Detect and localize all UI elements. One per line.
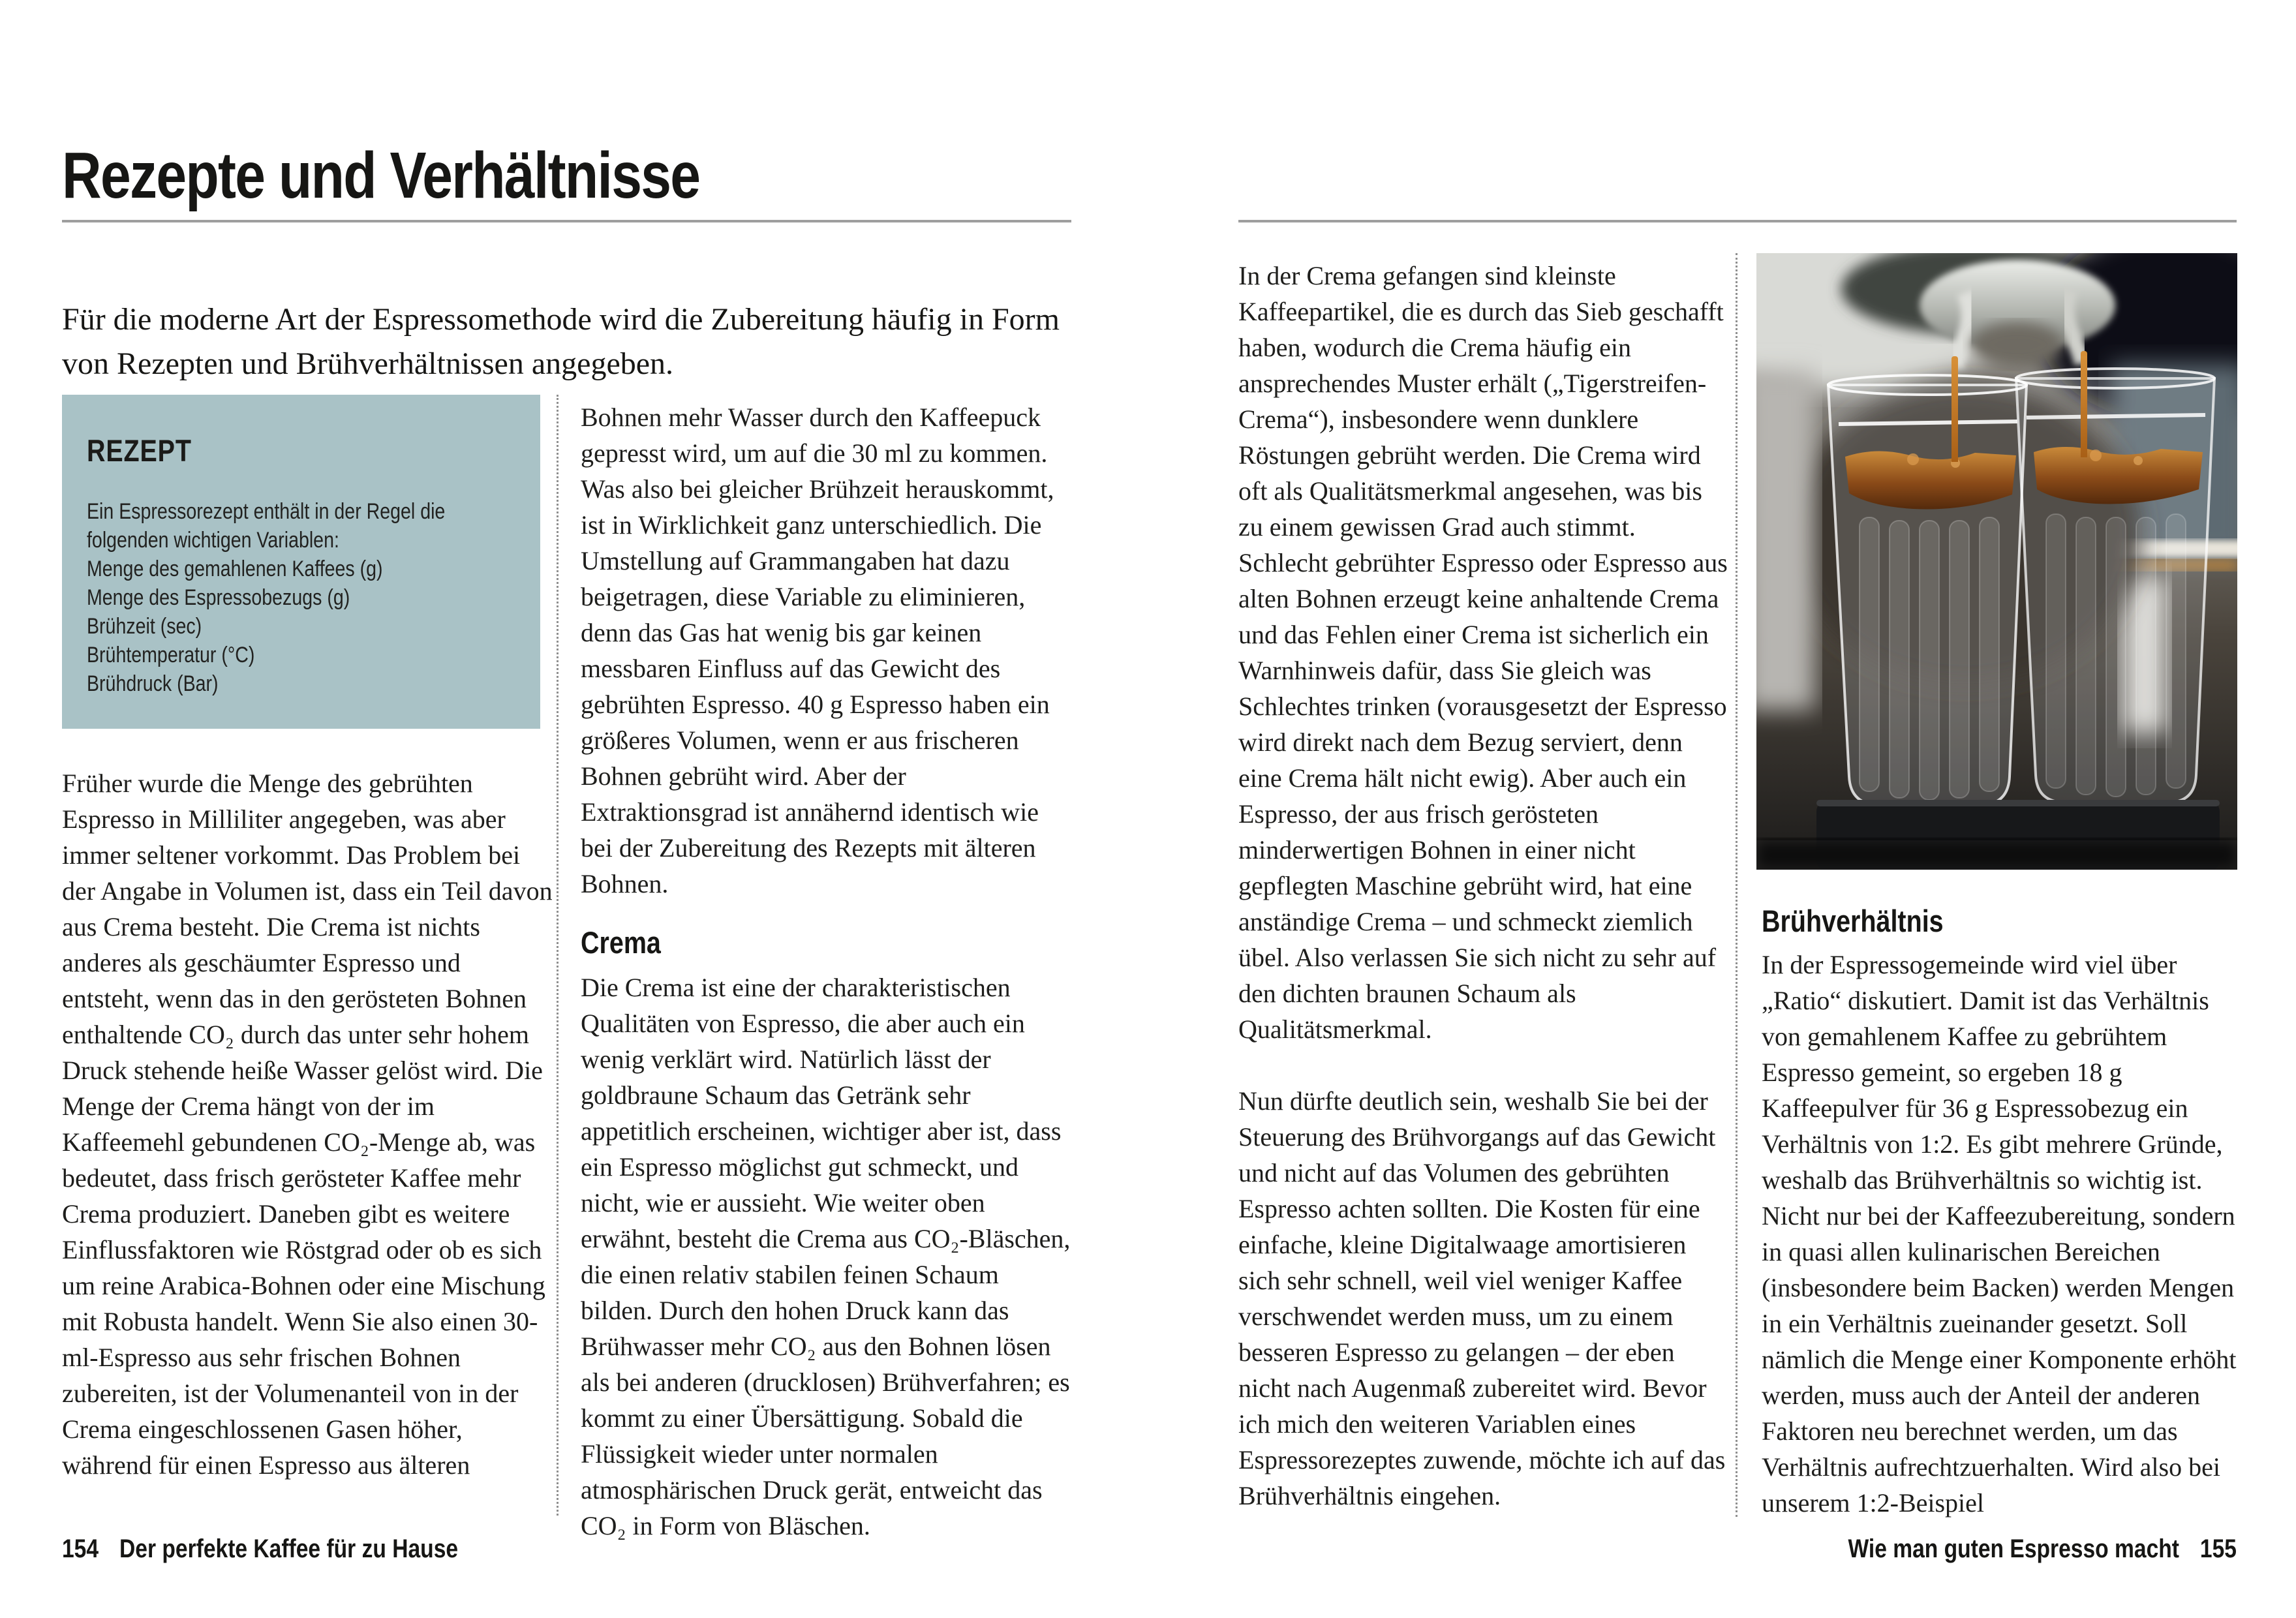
left-column-1 — [62, 765, 553, 1483]
left-column-2 — [581, 399, 1075, 1544]
page-number: 154 — [62, 1534, 99, 1563]
column-divider-dotted-right — [1736, 253, 1737, 1517]
body-paragraph: Die Crema ist eine der charakteristischen Qualitäten von Espresso, die aber auch ein wenig verklärt wird. Natürlich lässt der goldbraune Schaum das Getränk sehr appetitlich erscheinen, wichtiger aber ist, dass ein Espresso möglichst gut schmeckt, und nicht, wie er aussieht. Wie weiter oben erwähnt, besteht die Crema aus CO₂-Bläschen, die einen relativ stabilen feinen Schaum bilden. Durch den hohen Druck kann das Brühwasser mehr CO₂ aus den Bohnen lösen als bei anderen (drucklosen) Brühverfahren; es kommt zu einer Übersättigung. Sobald die Flüssigkeit wieder unter normalen atmosphärischen Druck gerät, entweicht das CO₂ in Form von Bläschen. — [581, 973, 1071, 1540]
recipe-box — [62, 395, 540, 729]
title-rule-left — [62, 220, 1071, 222]
body-paragraph: In der Crema gefangen sind kleinste Kaffeepartikel, die es durch das Sieb geschafft haben, wodurch die Crema häufig ein ansprechendes Muster erhält („Tigerstreifen-Crema“), insbesondere wenn dunklere Röstungen gebrüht werden. Die Crema wird oft als Qualitätsmerkmal angesehen, was bis zu einem gewissen Grad auch stimmt. Schlecht gebrühter Espresso oder Espresso aus alten Bohnen erzeugt keine anhaltende Crema und das Fehlen einer Crema ist sicherlich ein Warnhinweis dafür, dass Sie gleich was Schlechtes trinken (vorausgesetzt der Espresso wird direkt nach dem Bezug serviert, denn eine Crema hält nicht ewig). Aber auch ein Espresso, der aus frisch gerösteten minderwertigen Bohnen in einer nicht gepflegten Maschine gebrüht wird, hat eine anständige Crema – und schmeckt ziemlich übel. Also verlassen Sie sich nicht zu sehr auf den dichten braunen Schaum als Qualitätsmerkmal. — [1238, 261, 1728, 1044]
chapter-title: Der perfekte Kaffee für zu Hause — [119, 1534, 459, 1563]
recipe-box-heading: REZEPT — [87, 433, 192, 468]
column-divider-dotted-left — [557, 395, 559, 1516]
body-paragraph: Nun dürfte deutlich sein, weshalb Sie bei der Steuerung des Brühvorgangs auf das Gewicht und nicht auf das Volumen des gebrühten Espresso achten sollten. Die Kosten für eine einfache, kleine Digitalwaage amortisieren sich sehr schnell, weil viel weniger Kaffee verschwendet werden muss, um zu einem besseren Espresso zu gelangen – der eben nicht nach Augenmaß zubereitet wird. Bevor ich mich den weiteren Variablen eines Espressorezeptes zuwende, möchte ich auf das Brühverhältnis eingehen. — [1238, 1086, 1726, 1510]
right-column-1 — [1238, 258, 1731, 1514]
recipe-variable: Menge des Espressobezugs (g) — [87, 585, 350, 610]
body-paragraph: In der Espressogemeinde wird viel über „Ratio“ diskutiert. Damit ist das Verhältnis von gemahlenem Kaffee zu gebrühtem Espresso gemeint, so ergeben 18 g Kaffeepulver für 36 g Espressobezug ein Verhältnis von 1:2. Es gibt mehrere Gründe, weshalb das Brühverhältnis so wichtig ist. Nicht nur bei der Kaffeezubereitung, sondern in quasi allen kulinarischen Bereichen (insbesondere beim Backen) werden Mengen in ein Verhältnis zueinander gesetzt. Soll nämlich die Menge einer Komponente erhöht werden, muss auch der Anteil der anderen Faktoren neu berechnet werden, um das Verhältnis aufrechtzuerhalten. Wird also bei unserem 1:2-Beispiel — [1762, 950, 2237, 1518]
footer-left — [62, 1534, 458, 1564]
body-paragraph: Bohnen mehr Wasser durch den Kaffeepuck gepresst wird, um auf die 30 ml zu kommen. Was also bei gleicher Brühzeit herauskommt, ist in Wirklichkeit ganz unterschiedlich. Die Umstellung auf Grammangaben hat dazu beigetragen, diese Variable zu eliminieren, denn das Gas hat wenig bis gar keinen messbaren Einfluss auf das Gewicht des gebrühten Espresso. 40 g Espresso haben ein größeres Volumen, wenn er aus frischeren Bohnen gebrüht wird. Aber der Extraktionsgrad ist annähernd identisch wie bei der Zubereitung des Rezepts mit älteren Bohnen. — [581, 403, 1054, 898]
page-title: Rezepte und Verhältnisse — [62, 139, 700, 212]
glass-left — [1828, 359, 2027, 805]
recipe-variable: Brühzeit (sec) — [87, 614, 202, 639]
espresso-photo — [1756, 253, 2237, 870]
recipe-box-intro: Ein Espressorezept enthält in der Regel die folgenden wichtigen Variablen: — [87, 499, 446, 553]
recipe-box-body — [87, 497, 514, 698]
recipe-variable: Menge des gemahlenen Kaffees (g) — [87, 557, 383, 581]
espresso-photo-art — [1756, 253, 2237, 870]
page-number: 155 — [2199, 1534, 2237, 1563]
chapter-title: Wie man guten Espresso macht — [1848, 1534, 2180, 1563]
footer-right — [1848, 1534, 2237, 1564]
body-paragraph: Früher wurde die Menge des gebrühten Espresso in Milliliter angegeben, was aber immer seltener vorkommt. Das Problem bei der Angabe in Volumen ist, dass ein Teil davon aus Crema besteht. Die Crema ist nichts anderes als geschäumter Espresso und entsteht, wenn das in den gerösteten Bohnen enthaltende CO₂ durch das unter sehr hohem Druck stehende heiße Wasser gelöst wird. Die Menge der Crema hängt von der im Kaffeemehl gebundenen CO₂-Menge ab, was bedeutet, dass frisch gerösteter Kaffee mehr Crema produziert. Daneben gibt es weitere Einflussfaktoren wie Röstgrad oder ob es sich um reine Arabica-Bohnen oder eine Mischung mit Robusta handelt. Wenn Sie also einen 30-ml-Espresso aus sehr frischen Bohnen zubereiten, ist der Volumenanteil von in der Crema eingeschlossenen Gasen höher, während für einen Espresso aus älteren — [62, 769, 553, 1480]
subheading-bruehverhaeltnis: Brühverhältnis — [1762, 904, 1944, 938]
title-rule-right — [1238, 220, 2237, 222]
intro-paragraph: Für die moderne Art der Espressomethode wird die Zubereitung häufig in Form von Rezepten und Brühverhältnissen angegeben. — [62, 302, 1060, 381]
right-column-2 — [1762, 905, 2238, 1521]
recipe-variable: Brühdruck (Bar) — [87, 671, 219, 696]
recipe-variable: Brühtemperatur (°C) — [87, 643, 255, 667]
subheading-crema: Crema — [581, 925, 661, 960]
glass-right — [2016, 356, 2214, 802]
